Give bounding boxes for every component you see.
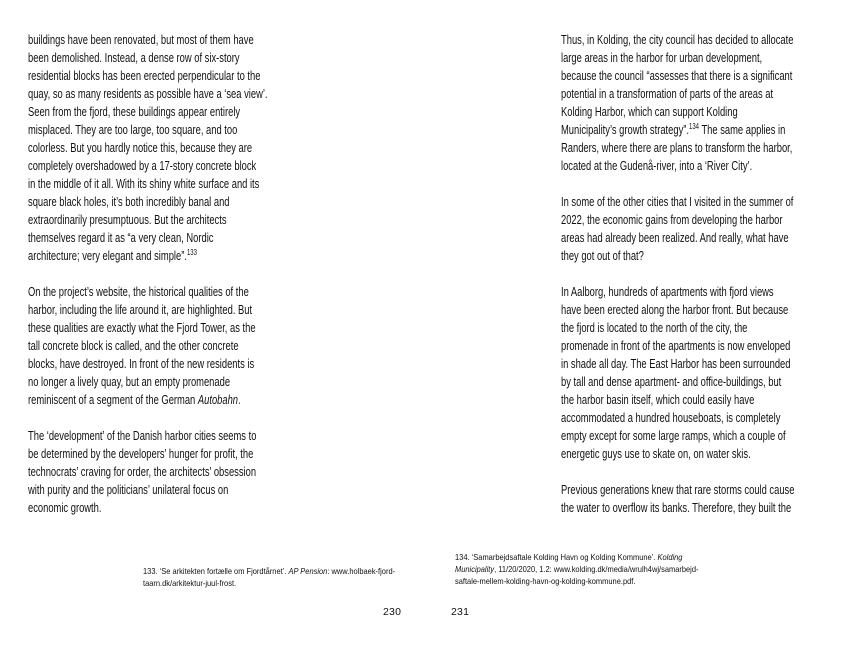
left-page-text-column bbox=[28, 31, 351, 535]
left-page-paragraph-3: The ‘development’ of the Danish harbor cities seems to be determined by the developers’ hunger for profit, the technocrats’ craving for order, the architects’ obsession with purity and the politicians’ unilateral focus on economic growth. bbox=[28, 429, 257, 515]
right-page-text-column bbox=[561, 31, 850, 535]
left-page-paragraph-1: buildings have been renovated, but most of them have been demolished. Instead, a dense row of six-story residential blocks has been erected perpendicular to the quay, so as many residents as possible have a ‘sea view’. Seen from the fjord, these buildings appear entirely misplaced. They are too large, too square, and too colorless. But you hardly notice this, because they are completely overshadowed by a 17-story concrete block in the middle of it all. With its shiny white surface and its square black holes, it’s both incredibly banal and extraordinarily presumptuous. But the architects themselves regard it as “a very clean, Nordic architecture; very elegant and simple”.$^{133}$ bbox=[28, 33, 268, 263]
right-page-paragraph-2: In some of the other cities that I visited in the summer of 2022, the economic gains from developing the harbor areas had already been realized. And really, what have they got out of that? bbox=[561, 195, 794, 263]
left-page-number: 230 bbox=[383, 606, 402, 618]
left-page-paragraph-2: On the project’s website, the historical qualities of the harbor, including the life around it, are highlighted. But these qualities are exactly what the Fjord Tower, as the tall concrete block is called, and the other concrete blocks, have destroyed. In front of the new residents is no longer a lively quay, but an empty promenade reminiscent of a segment of the German Autobahn. bbox=[28, 285, 256, 407]
right-page-paragraph-1: Thus, in Kolding, the city council has decided to allocate large areas in the harbor for urban development, because the council “assesses that there is a significant potential in a transformation of parts of the areas at Kolding Harbor, which can support Kolding Municipality’s growth strategy”.$^{134}$ The same applies in Randers, where there are plans to transform the harbor, located at the Gudenå-river, into a ‘River City’. bbox=[561, 33, 794, 173]
right-page-paragraph-4: Previous generations knew that rare storms could cause the water to overflow its banks. Therefore, they built the bbox=[561, 483, 795, 515]
right-page-footnote: 134. ‘Samarbejdsaftale Kolding Havn og Kolding Kommune’. Kolding Municipality, 11/20/2020, 1.2: www.kolding.dk/media/wrulh4wj/samarbejd- saftale-mellem-kolding-havn-og-kolding-kommune.pdf. bbox=[455, 552, 699, 586]
right-page-paragraph-3: In Aalborg, hundreds of apartments with fjord views have been erected along the harbor front. But because the fjord is located to the north of the city, the promenade in front of the apartments is now enveloped in shade all day. The East Harbor has been surrounded by tall and dense apartment- and office-buildings, but the harbor basin itself, which could easily have accommodated a hundred houseboats, is completely empty except for some large ramps, which a couple of energetic guys use to skate on, on water skis. bbox=[561, 285, 791, 461]
left-page-footnote: 133. ‘Se arkitekten fortælle om Fjordtårnet’. AP Pension: www.holbaek-fjord- taarn.dk/arkitektur-juul-frost. bbox=[143, 566, 396, 588]
right-page-number: 231 bbox=[451, 606, 470, 618]
